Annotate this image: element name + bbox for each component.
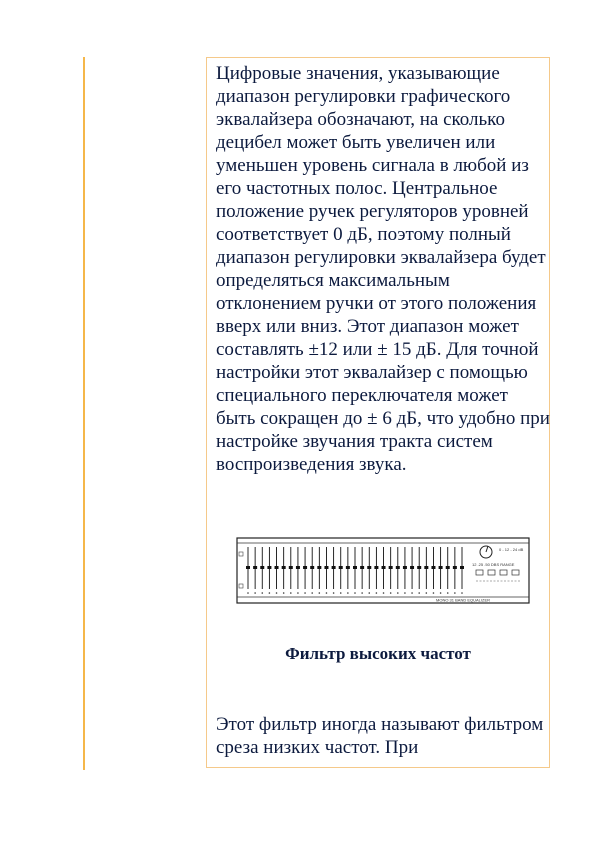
slider-knob xyxy=(403,566,407,569)
slider-knob xyxy=(332,566,336,569)
slider-knob xyxy=(389,566,393,569)
equalizer-model-label: MONO 31 BAND EQUALIZER xyxy=(436,597,491,603)
slider-scale-mark xyxy=(461,592,463,594)
slider-knob xyxy=(324,566,328,569)
slider-scale-mark xyxy=(454,592,456,594)
slider-knob xyxy=(453,566,457,569)
slider-knob xyxy=(353,566,357,569)
slider-knob xyxy=(346,566,350,569)
slider-scale-mark xyxy=(319,592,321,594)
slider-scale-mark xyxy=(283,592,285,594)
slider-scale-mark xyxy=(447,592,449,594)
slider-scale-mark xyxy=(354,592,356,594)
slider-knob xyxy=(424,566,428,569)
slider-scale-mark xyxy=(261,592,263,594)
slider-knob xyxy=(439,566,443,569)
slider-scale-mark xyxy=(290,592,292,594)
slider-scale-mark xyxy=(247,592,249,594)
slider-knob xyxy=(367,566,371,569)
slider-scale-mark xyxy=(347,592,349,594)
slider-scale-mark xyxy=(304,592,306,594)
slider-scale-mark xyxy=(333,592,335,594)
slider-knob xyxy=(253,566,257,569)
slider-scale-mark xyxy=(433,592,435,594)
slider-scale-mark xyxy=(440,592,442,594)
slider-knob xyxy=(289,566,293,569)
slider-knob xyxy=(339,566,343,569)
slider-knob xyxy=(317,566,321,569)
panel-label-range: 12 .25 .50 DBS RANGE xyxy=(472,562,515,567)
slider-knob xyxy=(382,566,386,569)
slider-knob xyxy=(303,566,307,569)
slider-knob xyxy=(267,566,271,569)
slider-knob xyxy=(460,566,464,569)
slider-scale-mark xyxy=(361,592,363,594)
slider-scale-mark xyxy=(404,592,406,594)
slider-scale-mark xyxy=(397,592,399,594)
graphic-equalizer-image xyxy=(236,537,530,604)
slider-scale-mark xyxy=(383,592,385,594)
equalizer-range-paragraph: Цифровые значения, указывающие диапазон регулировки графического эквалайзера обозначают, на сколько децибел может быть увеличен или уменьшен уровень сигнала в любой из его частотных полос. Центральное положение ручек регуляторов уровней соответствует 0 дБ, поэтому полный диапазон регулировки эквалайзера будет определяться максимальным отклонением ручки от этого положения вверх или вниз. Этот диапазон может составлять ±12 или ± 15 дБ. Для точной настройки этот эквалайзер с помощью специального переключателя может быть сокращен до ± 6 дБ, что удобно при настройке звучания тракта систем воспроизведения звука. xyxy=(216,63,550,475)
slider-knob xyxy=(296,566,300,569)
panel-label-top: 0 - 12 - 24 dB xyxy=(499,547,524,552)
slider-scale-mark xyxy=(340,592,342,594)
slider-knob xyxy=(246,566,250,569)
slider-knob xyxy=(374,566,378,569)
slider-knob xyxy=(396,566,400,569)
slider-scale-mark xyxy=(269,592,271,594)
slider-knob xyxy=(431,566,435,569)
highpass-filter-paragraph: Этот фильтр иногда называют фильтром среза низких частот. При xyxy=(216,714,544,758)
slider-scale-mark xyxy=(254,592,256,594)
slider-scale-mark xyxy=(411,592,413,594)
slider-scale-mark xyxy=(311,592,313,594)
slider-knob xyxy=(282,566,286,569)
slider-scale-mark xyxy=(276,592,278,594)
slider-scale-mark xyxy=(297,592,299,594)
slider-knob xyxy=(260,566,264,569)
slider-scale-mark xyxy=(368,592,370,594)
slider-scale-mark xyxy=(326,592,328,594)
slider-knob xyxy=(417,566,421,569)
slider-knob xyxy=(446,566,450,569)
section-heading: Фильтр высоких частот xyxy=(285,644,471,663)
slider-scale-mark xyxy=(390,592,392,594)
left-margin-rule xyxy=(83,57,85,770)
slider-knob xyxy=(410,566,414,569)
slider-scale-mark xyxy=(376,592,378,594)
slider-knob xyxy=(310,566,314,569)
slider-knob xyxy=(275,566,279,569)
slider-knob xyxy=(360,566,364,569)
slider-scale-mark xyxy=(418,592,420,594)
slider-scale-mark xyxy=(426,592,428,594)
